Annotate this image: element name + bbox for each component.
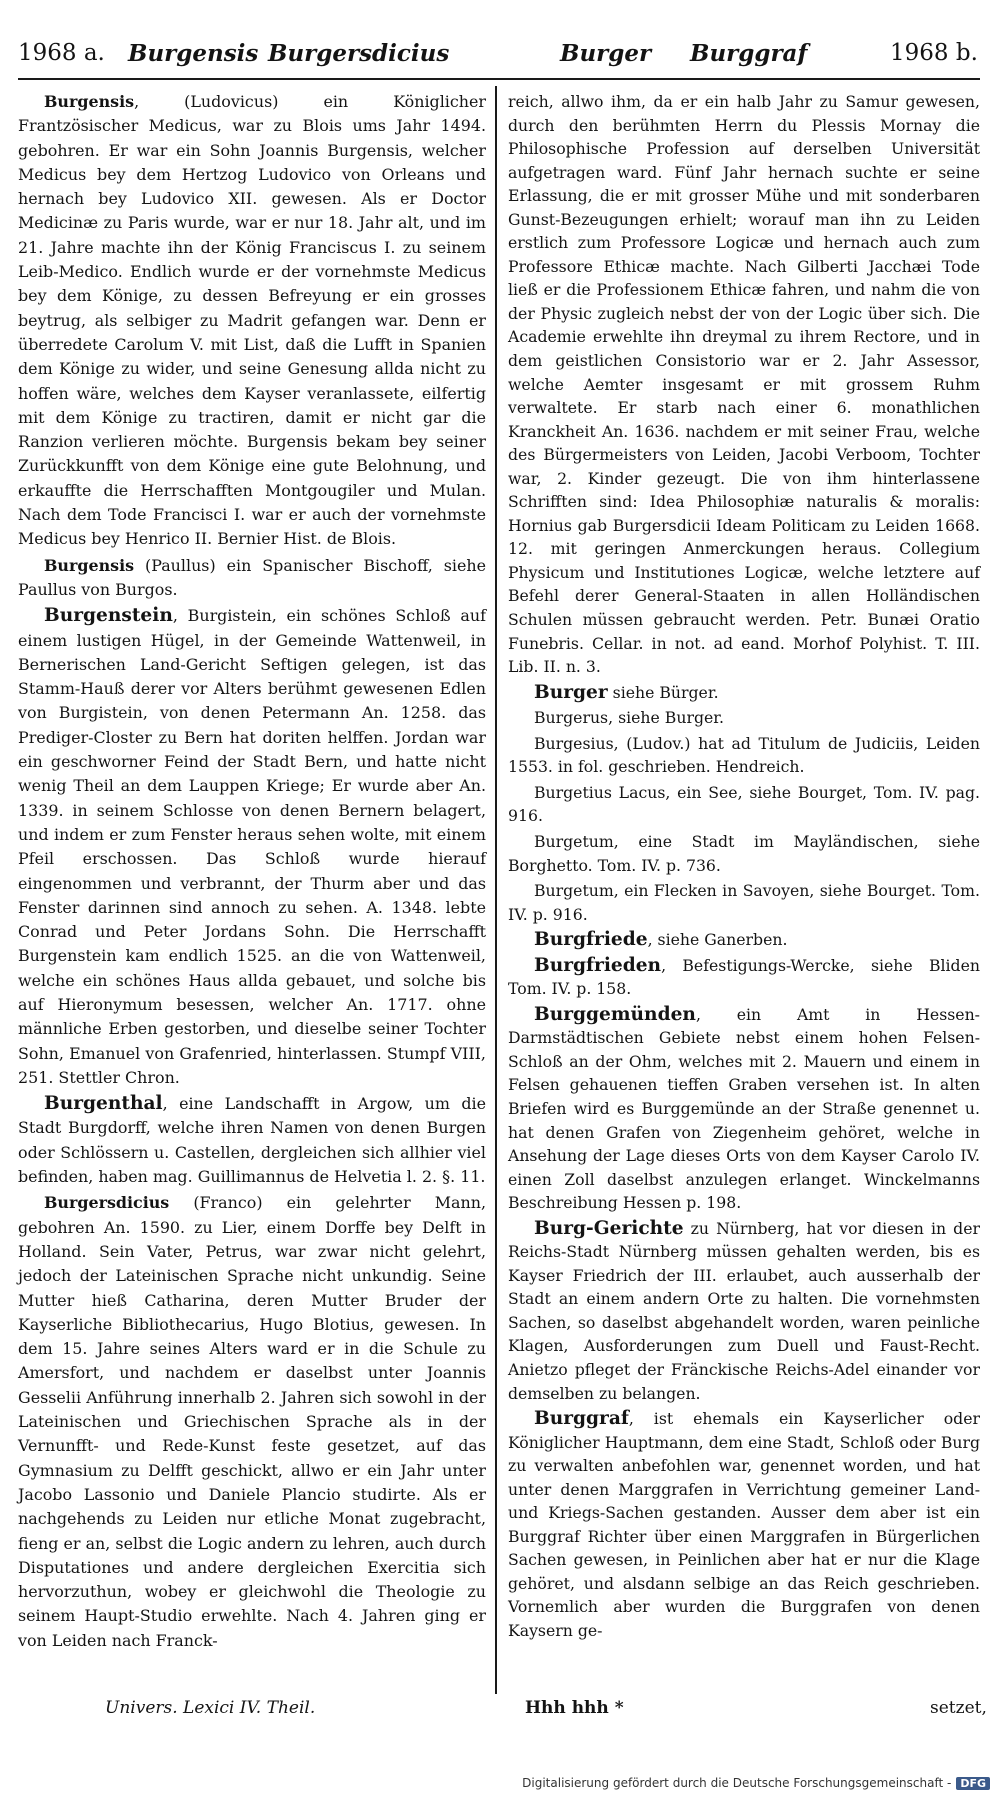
entry-lemma: Burgensis (44, 92, 135, 111)
column-divider (495, 86, 497, 1694)
entry-text: , eine Landschafft in Argow, um die Stadt Burgdorff, welche ihren Namen von denen Burgen oder Schlössern u. Castellen, dergleichen sich allhier viel befinden, haben mag. Guillimannus de Helvetia l. 2. §. 11. (18, 1094, 486, 1187)
right-page-number: 1968 b. (890, 40, 978, 66)
entry-lemma: Burgfriede (534, 929, 648, 951)
left-catchword-2: Burgersdicius (268, 40, 450, 67)
entry-lemma: Burg-Gerichte (534, 1217, 684, 1239)
entry-burgetum-flecken (508, 879, 980, 926)
left-page-header (18, 40, 478, 74)
entry-burggraf (508, 1407, 980, 1642)
entry-burgensis-paullus (18, 554, 486, 603)
entry-text: (Paullus) ein Spanischer Bischoff, siehe Paullus von Burgos. (18, 555, 486, 599)
entry-text: (Franco) ein gelehrter Mann, gebohren An. 1590. zu Lier, einem Dorffe bey Delft in Holland. Sein Vater, Petrus, war zwar nicht gelehrt, jedoch der Lateinischen Sprache nicht unkundig. Seine Mutter hieß Catharina, deren Mutter Bruder der Kayserliche Bibliothecarius, Hugo Blotius, gewesen. In dem 15. Jahre seines Alters ward er in die Schule zu Amersfort, und nachdem er daselbst unter Joannis Gesselii Anführung innerhalb 2. Jahren sich sowohl in der Lateinischen und Griechischen Sprache als in der Vernunfft- und Rede-Kunst feste gesetzet, auf das Gymnasium zu Delfft geschickt, allwo er ein Jahr unter Jacobo Lassonio und Daniele Plancio studirte. Als er nachgehends zu Leiden nur etliche Monat zugebracht, fieng er an, selbst die Logic andern zu lehren, auch durch Disputationes und andere dergleichen Exercitia sich hervorzuthun, wobey er gleichwohl die Theologie zu seinem Haupt-Studio erwehlte. Nach 4. Jahren ging er von Leiden nach Franck- (18, 1193, 486, 1650)
entry-text: siehe Bürger. (607, 682, 719, 702)
signature-mark: Hhh hhh * (525, 1698, 624, 1718)
entry-burgenstein (18, 604, 486, 1090)
entry-burgfriede (508, 928, 980, 952)
entry-text: Burgetum, eine Stadt im Mayländischen, siehe Borghetto. Tom. IV. p. 736. (508, 831, 980, 875)
entry-lemma: Burger (534, 681, 608, 703)
header-rule (18, 78, 980, 80)
left-page-number: 1968 a. (18, 40, 105, 66)
right-catchword-2: Burggraf (690, 40, 808, 67)
digitization-credit (522, 1776, 990, 1790)
entry-lemma: Burgenstein (44, 605, 173, 627)
entry-lemma: Burgenthal (44, 1093, 163, 1115)
volume-footer: Univers. Lexici IV. Theil. (105, 1698, 316, 1718)
right-catchword-1: Burger (560, 40, 652, 67)
entry-text: Burgesius, (Ludov.) hat ad Titulum de Judiciis, Leiden 1553. in fol. geschrieben. Hendreich. (508, 733, 980, 777)
dfg-logo: DFG (956, 1777, 990, 1790)
entry-text: , (Ludovicus) ein Königlicher Frantzösischer Medicus, war zu Blois ums Jahr 1494. gebohren. Er war ein Sohn Joannis Burgensis, welcher Medicus bey dem Hertzog Ludovico von Orleans und hernach bey Ludovico XII. gewesen. Als er Doctor Medicinæ zu Paris wurde, war er nur 18. Jahr alt, und im 21. Jahre machte ihn der König Franciscus I. zu seinem Leib-Medico. Endlich wurde er der vornehmste Medicus bey dem Könige, zu dessen Befreyung er ein grosses beytrug, als selbiger zu Madrit gefangen war. Denn er überredete Carolum V. mit List, daß die Lufft in Spanien dem Könige zu wider, und seine Genesung allda nicht zu hoffen wäre, welches dem Kayser veranlassete, eilfertig mit dem Könige zu tractiren, damit er nicht gar die Ranzion verlieren möchte. Burgensis bekam bey seiner Zurückkunfft von dem Könige eine gute Belohnung, und erkauffte die Herrschafften Montgougiler und Mulan. Nach dem Tode Francisci I. war er auch der vornehmste Medicus bey Henrico II. Bernier Hist. de Blois. (18, 92, 486, 549)
entry-burgersdicius (18, 1191, 486, 1653)
entry-burgerus (508, 706, 980, 730)
entry-text: , Burgistein, ein schönes Schloß auf einem lustigen Hügel, in der Gemeinde Wattenweil, in Bernerischen Land-Gericht Seftigen gelegen, ist das Stamm-Hauß derer vor Alters berühmt gewesenen Edlen von Burgistein, von denen Petermann An. 1258. das Prediger-Closter zu Bern hat doriten helffen. Jordan war ein geschworner Feind der Stadt Bern, und hatte nicht wenig Theil an dem Lauppen Kriege; Er wurde aber An. 1339. in seinem Schlosse von denen Bernern belagert, und indem er zum Fenster heraus sehen wolte, mit einem Pfeil erschossen. Das Schloß wurde hierauf eingenommen und verbrannt, der Thurm aber und das Fenster darinnen sind annoch zu sehen. A. 1348. lebte Conrad und Peter Jordans Sohn. Die Herrschafft Burgenstein kam endlich 1525. an die von Wattenweil, welche ein schönes Haus allda gebauet, und solche bis auf Hieronymum besessen, welcher An. 1717. ohne männliche Erben gestorben, und dieselbe seiner Tochter Sohn, Emanuel von Grafenried, hinterlassen. Stumpf VIII, 251. Stettler Chron. (18, 606, 486, 1087)
entry-burggemuenden (508, 1003, 980, 1215)
entry-burgersdicius-continued (508, 90, 980, 679)
right-column (508, 90, 980, 1645)
entry-lemma: Burggraf (534, 1408, 629, 1430)
entry-text: , ein Amt in Hessen-Darmstädtischen Gebiete nebst einem hohen Felsen-Schloß an der Ohm, welches mit 2. Mauern und einem in Felsen gehauenen tieffen Graben versehen ist. In alten Briefen wird es Burggemünde an der Straße genennet u. hat denen Grafen von Ziegenheim gehöret, welche in Ansehung der Lage dieses Orts von dem Kayser Carolo IV. einen Zoll daselbst anzulegen erlanget. Winckelmanns Beschreibung Hessen p. 198. (508, 1004, 980, 1213)
entry-lemma: Burgensis (44, 555, 135, 575)
entry-burg-gerichte (508, 1217, 980, 1405)
right-page-header (560, 40, 980, 74)
entry-burgenthal (18, 1092, 486, 1189)
catchword: setzet, (930, 1698, 987, 1718)
credit-text: Digitalisierung gefördert durch die Deutsche Forschungsgemeinschaft - (522, 1776, 952, 1790)
entry-text: zu Nürnberg, hat vor diesen in der Reichs-Stadt Nürnberg müssen gehalten werden, bis es Kayser Friedrich der III. erlaubet, auch ausserhalb der Stadt an einem andern Orte zu halten. Die vornehmsten Sachen, so daselbst abgehandelt worden, waren peinliche Klagen, Ausforderungen zum Duell und Faust-Recht. Anietzo pfleget der Fränckische Reichs-Adel einander vor demselben zu belangen. (508, 1218, 980, 1403)
entry-lemma: Burggemünden (534, 1003, 696, 1025)
entry-burgfrieden (508, 954, 980, 1001)
entry-burgetum-stadt (508, 830, 980, 877)
entry-burger (508, 681, 980, 705)
entry-text: Burgetius Lacus, ein See, siehe Bourget, Tom. IV. pag. 916. (508, 782, 980, 826)
entry-text: Burgetum, ein Flecken in Savoyen, siehe Bourget. Tom. IV. p. 916. (508, 881, 980, 924)
entry-text: , ist ehemals ein Kayserlicher oder Königlicher Hauptmann, dem eine Stadt, Schloß oder Burg zu verwalten anbefohlen war, genennet worden, und hat unter denen Marggrafen in Verrichtung gemeiner Land- und Kriegs-Sachen gestanden. Ausser dem aber ist ein Burggraf Richter über einen Marggrafen in Bürgerlichen Sachen gewesen, in Peinlichen aber hat er nur die Klage gehöret, und alsdann selbige an das Reich geschrieben. Vornemlich aber wurden die Burggrafen von denen Kaysern ge- (508, 1409, 980, 1640)
entry-burgensis-ludovicus (18, 90, 486, 552)
entry-burgetius-lacus (508, 781, 980, 828)
entry-text: reich, allwo ihm, da er ein halb Jahr zu Samur gewesen, durch den berühmten Herrn du Plessis Mornay die Philosophische Profession auf derselben Universität aufgetragen ward. Fünf Jahr hernach suchte er seine Erlassung, die er mit grosser Mühe und mit sonderbaren Gunst-Bezeugungen erhielt; worauf man ihn zu Leiden erstlich zum Professore Logicæ und hernach auch zum Professore Ethicæ machte. Nach Gilberti Jacchæi Tode ließ er die Professionem Ethicæ fahren, und nahm die von der Physic zugleich nebst der von der Logic über sich. Die Academie erwehlte ihn dreymal zu ihrem Rectore, und in dem geistlichen Consistorio war er 2. Jahr Assessor, welche Aemter insgesamt er mit grossem Ruhm verwaltete. Er starb nach einer 6. monathlichen Kranckheit An. 1636. nachdem er mit seiner Frau, welche des Bürgermeisters von Leiden, Jacobi Verboom, Tochter war, 2. Kinder gezeugt. Die von ihm hinterlassene Schrifften sind: Idea Philosophiæ naturalis & moralis: Hornius gab Burgersdicii Ideam Politicam zu Leiden 1668. 12. mit geringen Anmerckungen heraus. Collegium Physicum und Institutiones Logicæ, welche letztere auf Befehl derer General-Staaten in allen Holländischen Schulen müssen gebraucht werden. Petr. Bunæi Oratio Funebris. Cellar. in not. ad eand. Morhof Polyhist. T. III. Lib. II. n. 3. (508, 92, 980, 677)
entry-burgesius (508, 732, 980, 779)
entry-lemma: Burgersdicius (44, 1193, 170, 1213)
entry-text: , siehe Ganerben. (647, 930, 788, 950)
left-column (18, 90, 486, 1655)
entry-text: , Befestigungs-Wercke, siehe Bliden Tom. IV. p. 158. (508, 955, 980, 999)
entry-text: Burgerus, siehe Burger. (534, 708, 725, 728)
entry-lemma: Burgfrieden (534, 954, 662, 976)
left-catchword-1: Burgensis (128, 40, 259, 67)
